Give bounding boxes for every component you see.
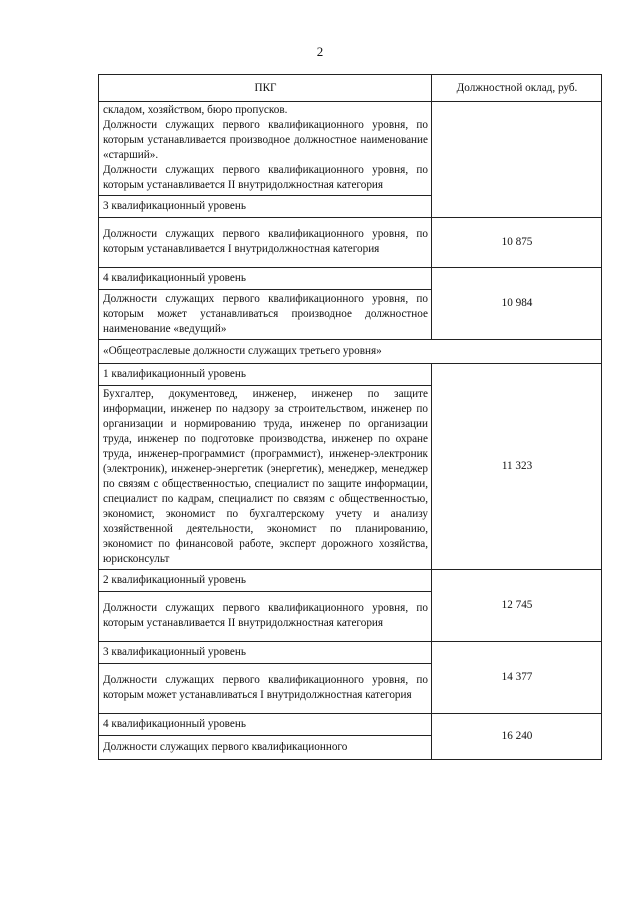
group-title: «Общеотраслевые должности служащих третьего уровня» xyxy=(99,340,602,364)
qualification-level: 3 квалификационный уровень xyxy=(99,196,432,218)
table-row xyxy=(99,218,602,268)
continuation-line: складом, хозяйством, бюро пропусков. xyxy=(103,104,288,116)
qualification-level: 3 квалификационный уровень xyxy=(99,642,432,664)
continuation-cell xyxy=(99,102,432,196)
table-row xyxy=(99,268,602,290)
continuation-line: Должности служащих первого квалификационного уровня, по которым устанавливается II внутридолжностная категория xyxy=(103,164,428,191)
position-description: Бухгалтер, документовед, инженер, инженер по защите информации, инженер по надзору за строительством, инженер по организации и нормированию труда, инженер по организации труда, инженер по подготовке производства, инженер по охране труда, инженер-программист (программист), инженер-электроник (электроник), инженер-энергетик (энергетик), менеджер, менеджер по связям с общественностью, специалист по защите информации, специалист по кадрам, специалист по связям с общественностью, экономист, экономист по бухгалтерскому учету и анализу хозяйственной деятельности, экономист по планированию, экономист по финансовой работе, эксперт дорожного хозяйства, юрисконсульт xyxy=(99,386,432,570)
header-pkg: ПКГ xyxy=(99,75,432,102)
table-header-row xyxy=(99,75,602,102)
table-row xyxy=(99,102,602,196)
qualification-level: 4 квалификационный уровень xyxy=(99,714,432,736)
page-number: 2 xyxy=(316,44,324,59)
continuation-line: Должности служащих первого квалификационного уровня, по которым устанавливается производное должностное наименование «старший». xyxy=(103,119,428,161)
table-row xyxy=(99,340,602,364)
position-description: Должности служащих первого квалификационного уровня, по которым устанавливается I внутридолжностная категория xyxy=(99,218,432,268)
header-salary: Должностной оклад, руб. xyxy=(432,75,602,102)
qualification-level: 4 квалификационный уровень xyxy=(99,268,432,290)
salary-value: 14 377 xyxy=(432,642,602,714)
position-description: Должности служащих первого квалификационного уровня, по которым может устанавливаться I внутридолжностная категория xyxy=(99,664,432,714)
position-description: Должности служащих первого квалификационного уровня, по которым может устанавливаться производное должностное наименование «ведущий» xyxy=(99,290,432,340)
salary-value: 10 984 xyxy=(432,268,602,340)
qualification-level: 1 квалификационный уровень xyxy=(99,364,432,386)
salary-cell-empty xyxy=(432,102,602,218)
salary-value: 10 875 xyxy=(432,218,602,268)
position-description: Должности служащих первого квалификационного xyxy=(99,736,432,760)
table-row xyxy=(99,364,602,386)
position-description: Должности служащих первого квалификационного уровня, по которым устанавливается II внутридолжностная категория xyxy=(99,592,432,642)
salary-value: 16 240 xyxy=(432,714,602,760)
salary-value: 11 323 xyxy=(432,364,602,570)
table-row xyxy=(99,714,602,736)
table-row xyxy=(99,570,602,592)
table-row xyxy=(99,642,602,664)
salary-table xyxy=(98,74,602,760)
qualification-level: 2 квалификационный уровень xyxy=(99,570,432,592)
salary-value: 12 745 xyxy=(432,570,602,642)
